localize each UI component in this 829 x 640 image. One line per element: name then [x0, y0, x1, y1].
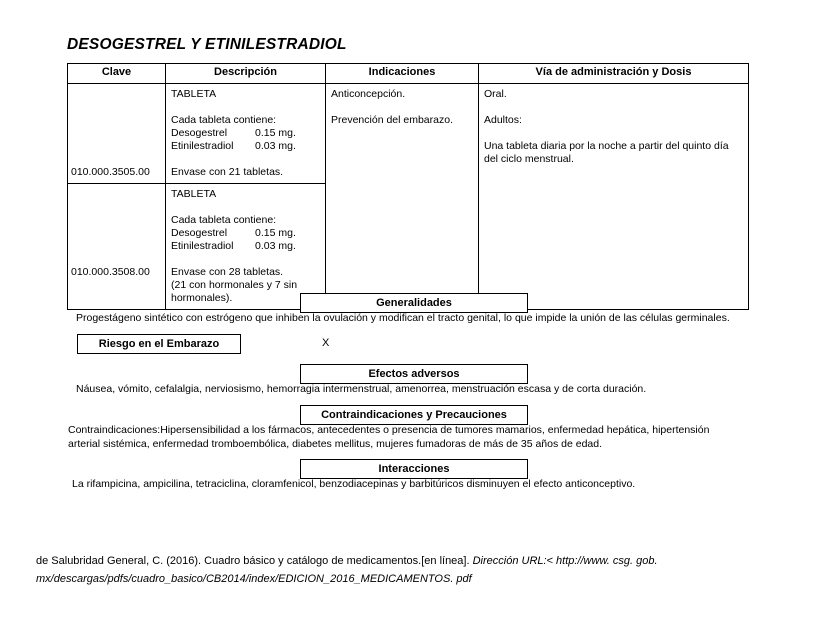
page-title: DESOGESTREL Y ETINILESTRADIOL — [67, 36, 347, 53]
contains-label: Cada tableta contiene: — [171, 214, 277, 226]
section-heading-riesgo-embarazo: Riesgo en el Embarazo — [77, 334, 241, 354]
spacer — [171, 201, 320, 214]
ingredient-name: Desogestrel — [171, 127, 228, 139]
column-header-via: Vía de administración y Dosis — [479, 64, 749, 84]
cell-descripcion — [166, 84, 326, 184]
spacer — [331, 101, 473, 114]
dosage-instructions: Una tableta diaria por la noche a partir del quinto día del ciclo menstrual. — [484, 140, 729, 165]
citation-text: de Salubridad General, C. (2016). Cuadro básico y catálogo de medicamentos.[en línea]. — [36, 555, 473, 567]
section-body-interacciones: La rifampicina, ampicilina, tetraciclina, cloramfenicol, benzodiacepinas y barbitúricos disminuyen el efecto anticonceptivo. — [72, 478, 636, 490]
contains-label: Cada tableta contiene: — [171, 114, 277, 126]
risk-category-value: X — [322, 337, 330, 349]
cell-descripcion — [166, 184, 326, 310]
section-heading-efectos-adversos: Efectos adversos — [300, 364, 528, 384]
ingredient-row — [171, 227, 320, 240]
column-header-descripcion: Descripción — [166, 64, 326, 84]
table-row — [68, 84, 749, 184]
ingredient-dose: 0.03 mg. — [255, 240, 296, 252]
package-note: (21 con hormonales y 7 sin — [171, 279, 298, 291]
column-header-indicaciones: Indicaciones — [326, 64, 479, 84]
section-heading-contraindicaciones: Contraindicaciones y Precauciones — [300, 405, 528, 425]
spacer — [484, 127, 743, 140]
ingredient-name: Etinilestradiol — [171, 240, 234, 252]
ingredient-row — [171, 127, 320, 140]
ingredient-dose: 0.15 mg. — [255, 227, 296, 239]
cell-indicaciones — [326, 84, 479, 310]
spacer — [171, 153, 320, 166]
package-description: Envase con 21 tabletas. — [171, 166, 284, 178]
column-header-clave: Clave — [68, 64, 166, 84]
route-line: Oral. — [484, 88, 507, 100]
dosage-form: TABLETA — [171, 88, 217, 100]
spacer — [171, 101, 320, 114]
ingredient-dose: 0.03 mg. — [255, 140, 296, 152]
medication-table — [67, 63, 749, 310]
patient-group-label: Adultos: — [484, 114, 522, 126]
section-heading-interacciones: Interacciones — [300, 459, 528, 479]
section-body-contraindicaciones-line2: arterial sistémica, enfermedad tromboembólica, diabetes mellitus, mujeres fumadoras de más de 35 años de edad. — [68, 438, 603, 450]
cell-clave — [68, 84, 166, 184]
table-header-row — [68, 64, 749, 84]
ingredient-row — [171, 240, 320, 253]
cell-via-dosis — [479, 84, 749, 310]
section-body-efectos-adversos: Náusea, vómito, cefalalgia, nerviosismo, hemorragia intermenstrual, amenorrea, menstruación escasa y de corta duración. — [76, 383, 647, 395]
ingredient-name: Desogestrel — [171, 227, 228, 239]
citation — [36, 552, 696, 588]
indication-item: Anticoncepción. — [331, 88, 406, 100]
dosage-form: TABLETA — [171, 188, 217, 200]
clave-code: 010.000.3505.00 — [71, 166, 150, 178]
cell-clave — [68, 184, 166, 310]
section-heading-generalidades: Generalidades — [300, 293, 528, 313]
spacer — [171, 253, 320, 266]
clave-code: 010.000.3508.00 — [71, 266, 150, 278]
indication-item: Prevención del embarazo. — [331, 114, 453, 126]
ingredient-dose: 0.15 mg. — [255, 127, 296, 139]
ingredient-name: Etinilestradiol — [171, 140, 234, 152]
section-body-contraindicaciones-line1: Contraindicaciones:Hipersensibilidad a los fármacos, antecedentes o presencia de tumores mamarios, enfermedad hepática, hipertensión — [68, 424, 710, 436]
section-body-generalidades: Progestágeno sintético con estrógeno que inhiben la ovulación y modifican el tracto genital, lo que impide la unión de las células germinales. — [76, 312, 730, 324]
package-note: hormonales). — [171, 292, 233, 304]
ingredient-row — [171, 140, 320, 153]
citation-url: Dirección URL:< http://www. csg. gob. mx/descargas/pdfs/cuadro_basico/CB2014/index/EDICION_2016_MEDICAMENTOS. pdf — [36, 555, 658, 585]
package-description: Envase con 28 tabletas. — [171, 266, 284, 278]
spacer — [484, 101, 743, 114]
